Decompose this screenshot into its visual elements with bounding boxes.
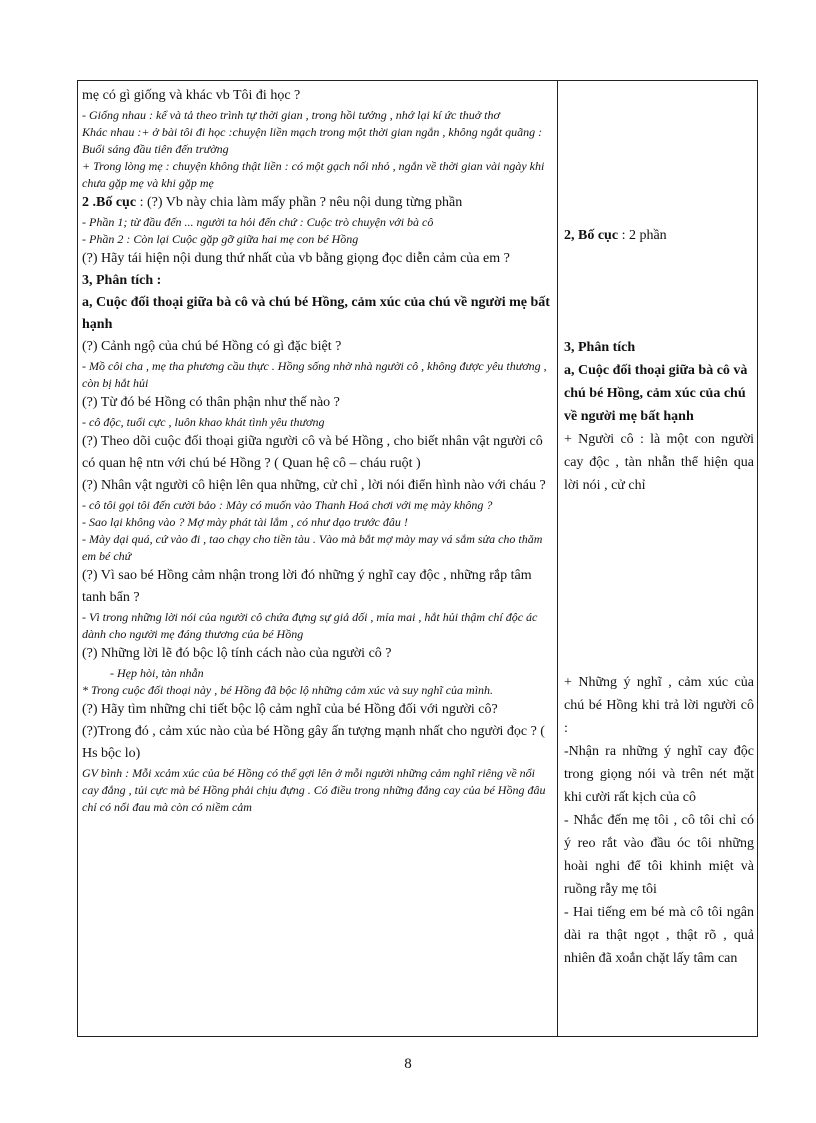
text-line: 2 .Bố cục : (?) Vb này chia làm mấy phần ? nêu nội dung từng phần	[82, 195, 463, 210]
right-block	[564, 671, 754, 970]
text-line: mẹ có gì giống và khác vb Tôi đi học ?	[82, 88, 301, 103]
text-line: - Hẹp hòi, tàn nhẫn	[110, 666, 204, 680]
column-divider	[557, 81, 558, 1036]
text-line: 2, Bố cục : 2 phần	[564, 228, 667, 243]
left-column	[82, 85, 554, 816]
text-line: (?) Từ đó bé Hồng có thân phận như thế nào ?	[82, 395, 340, 410]
page-number: 8	[404, 1056, 412, 1072]
text-line: 3, Phân tích :	[82, 273, 162, 288]
text-line: - Vì trong những lời nói của người cô chứa đựng sự giả dối , mỉa mai , hắt hủi thậm chí độc ác dành cho người mẹ đáng thương của bé Hồng	[82, 610, 538, 641]
text-line: + Người cô : là một con người cay độc , tàn nhẫn thể hiện qua lời nói , cử chỉ	[564, 432, 754, 493]
text-line: - Mày dại quá, cứ vào đi , tao chạy cho tiền tàu . Vào mà bắt mợ mày may vá sắm sửa cho thăm em bé chứ	[82, 532, 543, 563]
text-line: -Nhận ra những ý nghĩ cay độc trong giọng nói và trên nét mặt khi cười rất kịch của cô	[564, 744, 754, 805]
text-line: (?) Nhân vật người cô hiện lên qua những, cử chỉ , lời nói điển hình nào với cháu ?	[82, 478, 546, 493]
text-line: (?) Hãy tái hiện nội dung thứ nhất của vb bằng giọng đọc diễn cảm của em ?	[82, 251, 510, 266]
text-line: + Những ý nghĩ , cảm xúc của chú bé Hồng khi trả lời người cô :	[564, 675, 754, 736]
text-line: + Trong lòng mẹ : chuyện không thật liền : có một gạch nối nhỏ , ngắn về thời gian vài ngày khi chưa gặp mẹ và khi gặp mẹ	[82, 159, 545, 190]
right-block	[564, 336, 754, 497]
text-line: * Trong cuộc đối thoại này , bé Hồng đã bộc lộ những cảm xúc và suy nghĩ của mình.	[82, 683, 494, 697]
text-line: a, Cuộc đối thoại giữa bà cô và chú bé Hồng, cảm xúc của chú về người mẹ bất hạnh	[82, 295, 550, 332]
text-line: (?) Những lời lẽ đó bộc lộ tính cách nào của người cô ?	[82, 646, 392, 661]
text-line: - Hai tiếng em bé mà cô tôi ngân dài ra thật ngọt , thật rõ , quả nhiên đã xoắn chặt lấy tâm can	[564, 905, 754, 966]
text-line: - Phần 2 : Còn lại Cuộc gặp gỡ giữa hai mẹ con bé Hồng	[82, 232, 359, 246]
text-line: - cô độc, tuổi cực , luôn khao khát tình yêu thương	[82, 415, 325, 429]
lesson-table	[77, 80, 758, 1037]
text-line: - Sao lại không vào ? Mợ mày phát tài lắm , có như dạo trước đâu !	[82, 515, 408, 529]
text-line: - Mồ côi cha , mẹ tha phương cầu thực . Hồng sống nhờ nhà người cô , không được yêu thương , còn bị hắt hủi	[82, 359, 547, 390]
text-line: a, Cuộc đối thoại giữa bà cô và chú bé Hồng, cảm xúc của chú về người mẹ bất hạnh	[564, 363, 748, 424]
text-line: - Nhắc đến mẹ tôi , cô tôi chỉ có ý reo rắt vào đầu óc tôi những hoài nghi để tôi khinh miệt và ruồng rẫy mẹ tôi	[564, 813, 754, 897]
text-line: (?) Vì sao bé Hồng cảm nhận trong lời đó những ý nghĩ cay độc , những rắp tâm tanh bẩn ?	[82, 568, 532, 605]
text-line: (?) Hãy tìm những chi tiết bộc lộ cảm nghĩ của bé Hồng đối với người cô?	[82, 702, 498, 717]
text-line: (?) Theo dõi cuộc đối thoại giữa người cô và bé Hồng , cho biết nhân vật người cô có quan hệ ntn với chú bé Hồng ? ( Quan hệ cô – cháu ruột )	[82, 434, 543, 471]
text-line: Khác nhau :+ ở bài tôi đi học :chuyện liền mạch trong một thời gian ngắn , không ngắt quãng : Buổi sáng đầu tiên đến trường	[82, 125, 543, 156]
right-block	[564, 224, 754, 247]
text-line: GV bình : Mỗi xcảm xúc của bé Hồng có thể gợi lên ở mỗi người những cảm nghĩ riêng về nổi cay đắng , tủi cực mà bé Hồng phải chịu đựng . Có điều trong những đắng cay của bé Hồng đâu chỉ có nổi đau mà còn có niềm cảm	[82, 766, 546, 814]
text-line: (?) Cảnh ngộ của chú bé Hồng có gì đặc biệt ?	[82, 339, 342, 354]
text-line: - Giống nhau : kể và tả theo trình tự thời gian , trong hồi tưởng , nhớ lại kí ức thuở thơ	[82, 108, 500, 122]
text-line: 3, Phân tích	[564, 340, 636, 355]
text-line: (?)Trong đó , cảm xúc nào của bé Hồng gây ấn tượng mạnh nhất cho người đọc ? ( Hs bộc lo)	[82, 724, 545, 761]
text-line: - cô tôi gọi tôi đến cười bảo : Mày có muốn vào Thanh Hoá chơi với mẹ mày không ?	[82, 498, 493, 512]
text-line: - Phần 1; từ đầu đến ... người ta hỏi đến chứ : Cuộc trò chuyện với bà cô	[82, 215, 434, 229]
